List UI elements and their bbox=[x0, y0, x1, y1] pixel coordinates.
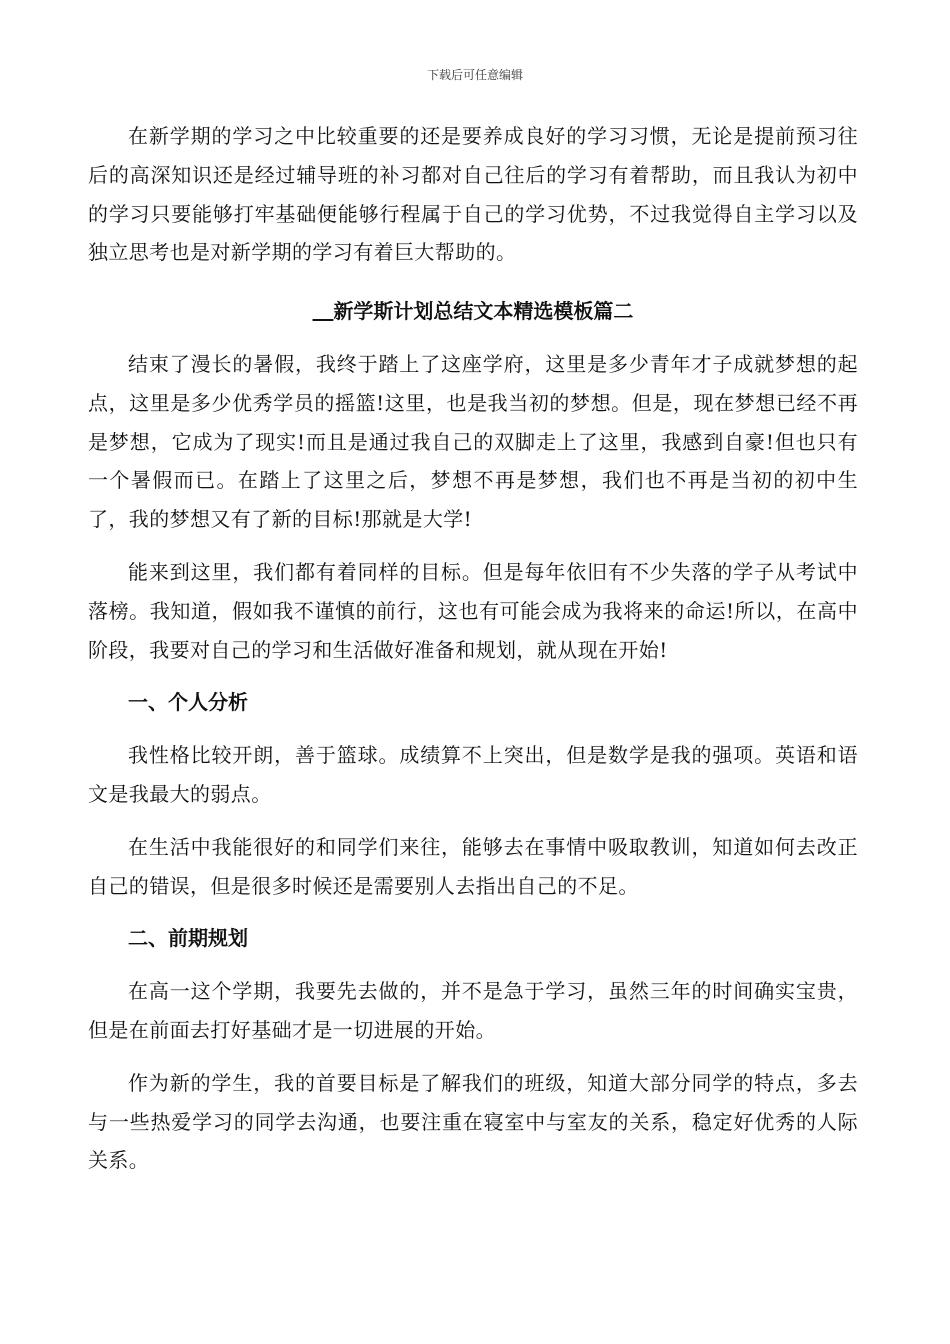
page-header-note: 下载后可任意编辑 bbox=[426, 68, 523, 82]
document-body bbox=[88, 117, 858, 1180]
section-heading-personal-analysis: 一、个人分析 bbox=[128, 690, 248, 715]
paragraph-social-life: 在生活中我能很好的和同学们来往，能够去在事情中吸取教训，知道如何去改正自己的错误，但是很多时候还是需要别人去指出自己的不足。 bbox=[88, 834, 858, 898]
section-heading-early-planning: 二、前期规划 bbox=[128, 926, 248, 951]
paragraph-study-habits: 在新学期的学习之中比较重要的还是要养成良好的学习习惯，无论是提前预习往后的高深知识还是经过辅导班的补习都对自己往后的学习有着帮助，而且我认为初中的学习只要能够打牢基础便能够行程属于自己的学习优势，不过我觉得自主学习以及独立思考也是对新学期的学习有着巨大帮助的。 bbox=[88, 124, 858, 265]
title-text: 新学斯计划总结文本精选模板篇二 bbox=[333, 299, 634, 324]
paragraph-personality: 我性格比较开朗，善于篮球。成绩算不上突出，但是数学是我的强项。英语和语文是我最大的弱点。 bbox=[88, 743, 858, 806]
title-blank bbox=[313, 299, 334, 323]
paragraph-summer-end: 结束了漫长的暑假，我终于踏上了这座学府，这里是多少青年才子成就梦想的起点，这里是多少优秀学员的摇篮!这里，也是我当初的梦想。但是，现在梦想已经不再是梦想，它成为了现实!而且是通过我自己的双脚走上了这里，我感到自豪!但也只有一个暑假而已。在踏上了这里之后，梦想不再是梦想，我们也不再是当初的初中生了，我的梦想又有了新的目标!那就是大学! bbox=[88, 351, 858, 532]
paragraph-new-student-goals: 作为新的学生，我的首要目标是了解我们的班级，知道大部分同学的特点，多去与一些热爱学习的同学去沟通，也要注重在寝室中与室友的关系，稳定好优秀的人际关系。 bbox=[88, 1070, 858, 1173]
paragraph-first-semester: 在高一这个学期，我要先去做的，并不是急于学习，虽然三年的时间确实宝贵，但是在前面去打好基础才是一切进展的开始。 bbox=[88, 979, 858, 1042]
paragraph-common-goal: 能来到这里，我们都有着同样的目标。但是每年依旧有不少失落的学子从考试中落榜。我知道，假如我不谨慎的前行，这也有可能会成为我将来的命运!所以，在高中阶段，我要对自己的学习和生活做好准备和规划，就从现在开始! bbox=[88, 559, 858, 662]
document-title bbox=[88, 292, 858, 331]
